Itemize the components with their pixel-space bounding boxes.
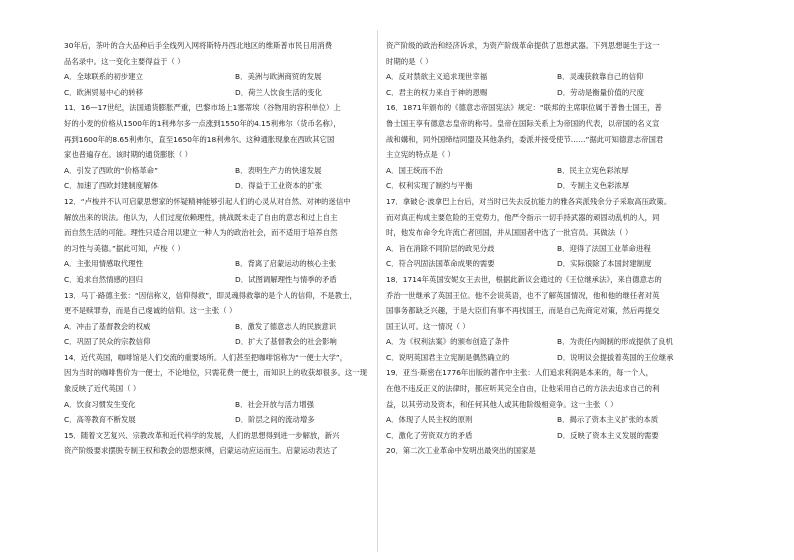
answer-option: B．激发了德意志人的民族意识: [235, 321, 337, 331]
question-text-line: 时期的是（ ）: [386, 56, 433, 66]
answer-options-row: [386, 256, 728, 272]
question-text-line: 家也普遍存在。该时期的通货膨胀（ ）: [64, 150, 192, 160]
question-text-line: 更不是赎罪券，而是自己虔诚的信仰。这一主张（ ）: [64, 306, 237, 316]
question-text-line: 解放出来的说法。他认为，人们过度依赖理性，挑战既未走了自由的意志和过上自主: [64, 212, 338, 222]
question-text-line: 而自然生活的可能。理性只适合用以建立一种人为的政治社会，而不适用于培养自然: [64, 228, 338, 238]
answer-option: A．反对禁欲主义追求现世幸福: [386, 72, 488, 82]
question-text-line: 再到1600年的8.65利弗尔，直至1650年的18利弗尔。这种通胀现象在西欧其它国: [64, 134, 335, 144]
answer-option: C．符合巩固法国革命成果的需要: [386, 259, 495, 269]
answer-option: B．表明生产力的快速发展: [235, 165, 322, 175]
answer-options-row: [64, 178, 406, 194]
question-text-line: 18．1714年英国安妮女王去世，根据此新议会通过的《王位继承法》，来自德意志的: [386, 274, 662, 284]
answer-option: D．试图调解理性与情季的矛盾: [235, 274, 337, 284]
answer-options-row: [386, 69, 728, 85]
answer-option: C．说明英国君主立宪制是偶然确立的: [386, 352, 510, 362]
answer-options-row: [386, 334, 728, 350]
question-text-line: 品名录中。这一变化主要得益于（ ）: [64, 56, 185, 66]
question-text-line: 益，以其劳动及资本，和任何其他人或其他阶级相竞争。这一主张（ ）: [386, 399, 618, 409]
answer-option: B．揭示了资本主义扩张的本质: [557, 415, 659, 425]
answer-option: C．高等教育不断发展: [64, 415, 136, 425]
answer-option: D．反映了资本主义发展的需要: [557, 430, 659, 440]
question-text-line: 19．亚当·斯密在1776年出版的著作中主张：人们追求利润是本来的，每一个人，: [386, 368, 654, 378]
answer-option: B．灵魂获救靠自己的信仰: [557, 72, 644, 82]
answer-options-row: [386, 412, 728, 428]
answer-option: A．冲击了基督教会的权威: [64, 321, 151, 331]
answer-option: D．实际很除了本国封建制度: [557, 259, 652, 269]
question-text-line: 30年后，茶叶的合大品种后手全线列入网将斯特丹西北地区的维斯普市民日用消费: [64, 41, 333, 50]
answer-option: A．为《权利法案》的颁布创造了条件: [386, 337, 510, 347]
answer-options-row: [64, 272, 406, 288]
answer-option: B．为责任内阁制的形成提供了良机: [557, 337, 673, 347]
answer-option: A．国王统而不治: [386, 165, 443, 175]
answer-option: C．激化了劳资双方的矛盾: [386, 430, 473, 440]
question-text-line: 象反映了近代英国（ ）: [64, 384, 141, 394]
answer-options-row: [64, 163, 406, 179]
answer-options-row: [386, 428, 728, 444]
question-text-line: 20．第二次工业革命中发明出最突出的国家是: [386, 446, 536, 456]
question-text-line: 时，他发布命令允许流亡者回国，并从国国者中选了一批官员。其做法（ ）: [386, 228, 633, 238]
answer-option: D．得益于工业资本的扩张: [235, 181, 322, 191]
answer-option: B．美洲与欧洲商贸的发展: [235, 72, 322, 82]
answer-option: D．说明议会提拔着英国的王位继承: [557, 352, 674, 362]
question-text-line: 15．随着文艺复兴、宗教改革和近代科学的发展，人们的思想得到进一步解放，新兴: [64, 430, 340, 440]
answer-option: B．社会开放与活力增强: [235, 399, 314, 409]
answer-options-row: [64, 334, 406, 350]
answer-option: D．专制主义色彩浓厚: [557, 181, 630, 191]
question-text-line: 12．“卢梭并不认可启蒙思想家的怀疑精神能够引起人们的心灵从对自然、对神的迷信中: [64, 196, 351, 206]
answer-option: B．民主立宪色彩浓厚: [557, 165, 629, 175]
answer-options-row: [64, 412, 406, 428]
left-column: [64, 38, 406, 459]
question-text-line: 在他不违反正义的法律时，都应听其完全自由，让他采用自己的方法去追求自己的利: [386, 384, 660, 394]
question-text-line: 13．马丁·路德主张：“因信称义，信仰得救”，即灵魂得救靠的是个人的信仰，不是教士，: [64, 290, 357, 300]
answer-option: A．引发了西欧的“价格革命”: [64, 165, 159, 175]
answer-options-row: [64, 85, 406, 101]
answer-option: D．扩大了基督教会的社会影响: [235, 337, 337, 347]
answer-options-row: [386, 163, 728, 179]
question-text-line: 主立宪的特点是（ ）: [386, 150, 455, 160]
answer-option: B．背离了启蒙运动的核心主张: [235, 259, 337, 269]
question-text-line: 战和媾和，同外国缔结同盟及其他条约，委派并接受使节……”据此可知德意志帝国君: [386, 134, 664, 144]
answer-option: D．劳动是衡量价值的尺度: [557, 87, 644, 97]
answer-option: C．加速了西欧封建制度解体: [64, 181, 158, 191]
question-text-line: 而对真正构成主要危险的王党势力，他严令指示一切手持武器的顽固动乱机的人，同: [386, 212, 660, 222]
answer-option: C．欧洲贸易中心的转移: [64, 87, 144, 97]
question-text-line: 好的小麦的价格从1500年的1利弗尔多一点涨到1550年的4.15利弗尔（货币名称），: [64, 118, 341, 128]
question-text-line: 因为当时的咖啡售价为一便士，不论地位，只需花费一便士，而知识上的收获却很多。这一现: [64, 368, 368, 378]
question-text-line: 国王认可。这一情况（ ）: [386, 321, 470, 331]
question-text-line: 鲁士国王享有德意志皇帝的称号。皇帝在国际关系上为帝国的代表，以帝国的名义宣: [386, 118, 660, 128]
answer-option: A．旨在消除不同阶层的政见分歧: [386, 243, 495, 253]
answer-option: B．迎得了法国工业革命进程: [557, 243, 651, 253]
answer-option: D．阶层之间的流动增多: [235, 415, 315, 425]
answer-option: C．君主的权力来自于神的恩赐: [386, 87, 488, 97]
answer-option: C．权利实现了制约与平衡: [386, 181, 473, 191]
answer-option: A．饮食习惯发生变化: [64, 399, 136, 409]
question-text-line: 11．16—17世纪，法国通货膨胀严重，巴黎市场上1塞蒂埃（谷物用的容积单位）上: [64, 103, 341, 113]
answer-option: A．体现了人民主权的原则: [386, 415, 473, 425]
answer-options-row: [64, 397, 406, 413]
question-text-line: 国事务都缺乏兴趣，于是大臣们有事不再找国王，而是自己先商定对策，然后再提交: [386, 306, 660, 316]
answer-options-row: [386, 350, 728, 366]
answer-option: A．主张用情感取代理性: [64, 259, 143, 269]
answer-options-row: [64, 319, 406, 335]
answer-option: C．巩固了民众的宗教信仰: [64, 337, 151, 347]
question-text-line: 的习性与美德。”据此可知，卢梭（ ）: [64, 243, 185, 253]
question-text-line: 乔治一世继承了英国王位。他不会说英语，也不了解英国情况，他和他的继任者对英: [386, 290, 660, 300]
answer-option: C．追求自然情感的回归: [64, 274, 144, 284]
answer-options-row: [386, 241, 728, 257]
question-text-line: 17．拿破仑·波拿巴上台后，对当时已失去反抗能力的雅各宾派残余分子采取高压政策。: [386, 196, 672, 206]
answer-option: A．全球联系的初步建立: [64, 72, 143, 82]
answer-options-row: [64, 256, 406, 272]
question-text-line: 14．近代英国，咖啡馆是人们交流的重要场所。人们甚至把咖啡馆称为“一便士大学”，: [64, 352, 348, 362]
question-text-line: 16．1871年颁布的《德意志帝国宪法》规定：“联邦的主席职位属于普鲁士国王，普: [386, 103, 662, 113]
answer-options-row: [386, 178, 728, 194]
question-text-line: 资产阶级要求摆脱专制王权和教会的思想束缚，启蒙运动应运而生。启蒙运动表达了: [64, 446, 338, 456]
answer-option: D．荷兰人饮食生活的变化: [235, 87, 322, 97]
answer-options-row: [64, 69, 406, 85]
question-text-line: 资产阶级的政治和经济诉求，为资产阶级革命提供了思想武器。下列思想诞生于这一: [386, 41, 660, 50]
right-column: [386, 38, 728, 459]
answer-options-row: [386, 85, 728, 101]
